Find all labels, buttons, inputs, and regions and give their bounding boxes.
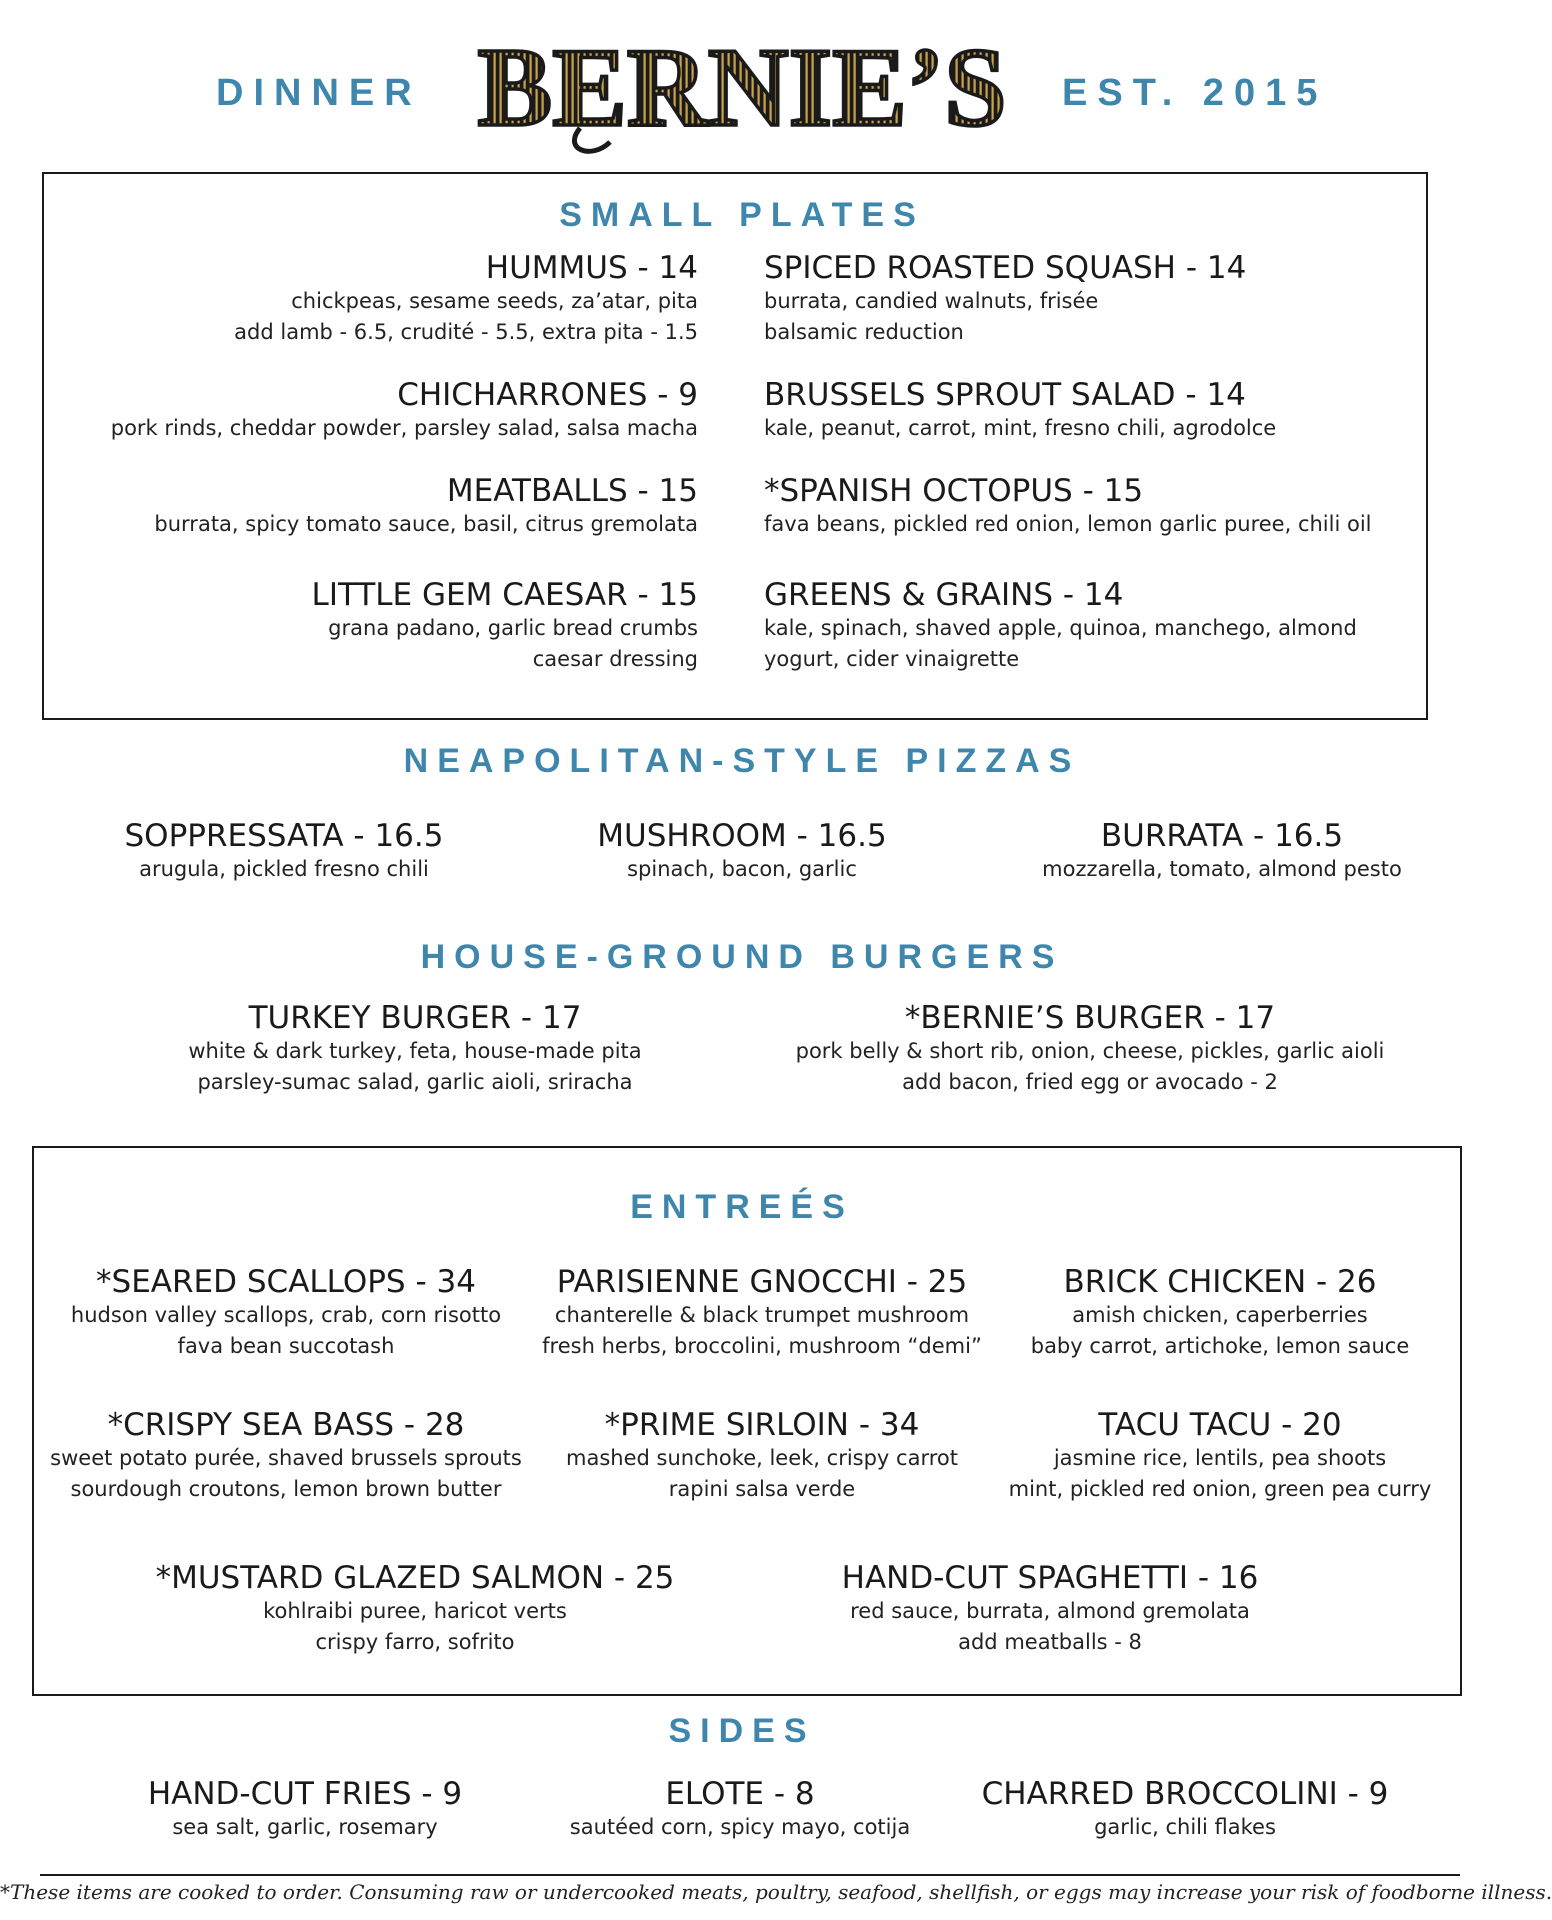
item-desc: pork rinds, cheddar powder, parsley salad, salsa macha xyxy=(110,416,698,440)
item-desc: sautéed corn, spicy mayo, cotija xyxy=(569,1815,911,1839)
item-name: *CRISPY SEA BASS - 28 xyxy=(107,1407,465,1443)
menu-item xyxy=(522,1407,1002,1505)
item-desc: balsamic reduction xyxy=(764,320,964,344)
footer-divider xyxy=(40,1874,1460,1876)
menu-item xyxy=(46,1264,526,1362)
item-name: *SPANISH OCTOPUS - 15 xyxy=(764,473,1144,509)
item-desc: spinach, bacon, garlic xyxy=(627,857,857,881)
menu-item xyxy=(800,1560,1300,1658)
item-desc: kale, spinach, shaved apple, quinoa, manchego, almond xyxy=(764,616,1357,640)
item-desc: kale, peanut, carrot, mint, fresno chili, agrodolce xyxy=(764,416,1277,440)
item-name: CHICHARRONES - 9 xyxy=(397,377,698,413)
item-desc: hudson valley scallops, crab, corn risotto xyxy=(70,1303,502,1327)
menu-item xyxy=(140,1000,690,1098)
item-desc: fava beans, pickled red onion, lemon garlic puree, chili oil xyxy=(764,512,1372,536)
item-desc: add bacon, fried egg or avocado - 2 xyxy=(902,1070,1278,1094)
item-desc: burrata, spicy tomato sauce, basil, citrus gremolata xyxy=(154,512,698,536)
item-desc: grana padano, garlic bread crumbs xyxy=(328,616,698,640)
item-name: ELOTE - 8 xyxy=(665,1776,815,1812)
item-desc: mint, pickled red onion, green pea curry xyxy=(1008,1477,1432,1501)
section-title-burgers: HOUSE-GROUND BURGERS xyxy=(420,938,1064,976)
item-desc: add lamb - 6.5, crudité - 5.5, extra pita - 1.5 xyxy=(234,320,698,344)
item-desc: mozzarella, tomato, almond pesto xyxy=(1042,857,1402,881)
item-name: CHARRED BROCCOLINI - 9 xyxy=(981,1776,1389,1812)
item-name: MEATBALLS - 15 xyxy=(446,473,698,509)
item-desc: yogurt, cider vinaigrette xyxy=(764,647,1020,671)
section-title-sides: SIDES xyxy=(668,1712,816,1750)
section-title-small-plates: SMALL PLATES xyxy=(559,196,925,234)
item-name: TACU TACU - 20 xyxy=(1098,1407,1342,1443)
item-desc: kohlraibi puree, haricot verts xyxy=(263,1599,567,1623)
footer-disclaimer: *These items are cooked to order. Consuming raw or undercooked meats, poultry, seafood, shellfish, or eggs may increase your risk of foodborne illness. xyxy=(0,1880,1552,1904)
item-name: BRICK CHICKEN - 26 xyxy=(1063,1264,1377,1300)
item-desc: white & dark turkey, feta, house-made pita xyxy=(188,1039,642,1063)
item-desc: arugula, pickled fresno chili xyxy=(139,857,429,881)
item-desc: caesar dressing xyxy=(532,647,698,671)
item-name: TURKEY BURGER - 17 xyxy=(248,1000,582,1036)
item-name: SOPPRESSATA - 16.5 xyxy=(124,818,444,854)
menu-item xyxy=(780,1000,1400,1098)
item-desc: crispy farro, sofrito xyxy=(315,1630,515,1654)
item-desc: fresh herbs, broccolini, mushroom “demi” xyxy=(542,1334,982,1358)
item-name: HAND-CUT FRIES - 9 xyxy=(147,1776,463,1812)
item-name: SPICED ROASTED SQUASH - 14 xyxy=(764,250,1247,286)
item-name: *PRIME SIRLOIN - 34 xyxy=(604,1407,920,1443)
item-name: BURRATA - 16.5 xyxy=(1100,818,1344,854)
bernies-logo xyxy=(477,10,1007,160)
item-desc: burrata, candied walnuts, frisée xyxy=(764,289,1099,313)
menu-item xyxy=(522,1264,1002,1362)
item-desc: pork belly & short rib, onion, cheese, pickles, garlic aioli xyxy=(795,1039,1385,1063)
item-name: *BERNIE’S BURGER - 17 xyxy=(904,1000,1276,1036)
item-desc: jasmine rice, lentils, pea shoots xyxy=(1053,1446,1387,1470)
svg-text:BERNIE’S: BERNIE’S xyxy=(477,26,1007,150)
item-desc: add meatballs - 8 xyxy=(958,1630,1142,1654)
established-label: EST. 2015 xyxy=(1062,72,1328,114)
menu-item xyxy=(1022,818,1422,885)
item-desc: chickpeas, sesame seeds, za’atar, pita xyxy=(291,289,698,313)
item-name: *SEARED SCALLOPS - 34 xyxy=(96,1264,476,1300)
menu-item xyxy=(764,577,1357,675)
section-title-entrees: ENTREÉS xyxy=(630,1188,854,1226)
section-title-pizzas: NEAPOLITAN-STYLE PIZZAS xyxy=(403,742,1081,780)
item-desc: rapini salsa verde xyxy=(668,1477,856,1501)
menu-item xyxy=(540,1776,940,1843)
menu-item xyxy=(764,473,1372,540)
menu-item xyxy=(130,1560,700,1658)
menu-item xyxy=(990,1264,1450,1362)
menu-item xyxy=(154,473,698,540)
item-desc: chanterelle & black trumpet mushroom xyxy=(554,1303,970,1327)
menu-item xyxy=(542,818,942,885)
item-name: LITTLE GEM CAESAR - 15 xyxy=(311,577,698,613)
item-desc: mashed sunchoke, leek, crispy carrot xyxy=(566,1446,958,1470)
item-name: HAND-CUT SPAGHETTI - 16 xyxy=(841,1560,1259,1596)
menu-item xyxy=(111,377,698,444)
menu-item xyxy=(764,377,1276,444)
item-desc: baby carrot, artichoke, lemon sauce xyxy=(1030,1334,1410,1358)
menu-item xyxy=(312,577,698,675)
item-desc: garlic, chili flakes xyxy=(1094,1815,1276,1839)
menu-item xyxy=(990,1407,1450,1505)
menu-item xyxy=(46,1407,526,1505)
item-name: PARISIENNE GNOCCHI - 25 xyxy=(556,1264,968,1300)
item-name: MUSHROOM - 16.5 xyxy=(597,818,887,854)
menu-item xyxy=(84,818,484,885)
item-name: *MUSTARD GLAZED SALMON - 25 xyxy=(155,1560,675,1596)
item-desc: sweet potato purée, shaved brussels sprouts xyxy=(50,1446,522,1470)
menu-item xyxy=(764,250,1246,348)
item-desc: sourdough croutons, lemon brown butter xyxy=(70,1477,502,1501)
item-desc: amish chicken, caperberries xyxy=(1072,1303,1368,1327)
menu-item xyxy=(945,1776,1425,1843)
item-name: GREENS & GRAINS - 14 xyxy=(764,577,1124,613)
menu-item xyxy=(105,1776,505,1843)
item-desc: parsley-sumac salad, garlic aioli, sriracha xyxy=(197,1070,633,1094)
menu-type-label: DINNER xyxy=(216,72,422,114)
item-desc: fava bean succotash xyxy=(177,1334,395,1358)
item-name: HUMMUS - 14 xyxy=(485,250,698,286)
item-name: BRUSSELS SPROUT SALAD - 14 xyxy=(764,377,1246,413)
item-desc: red sauce, burrata, almond gremolata xyxy=(850,1599,1250,1623)
menu-item xyxy=(234,250,698,348)
item-desc: sea salt, garlic, rosemary xyxy=(172,1815,438,1839)
